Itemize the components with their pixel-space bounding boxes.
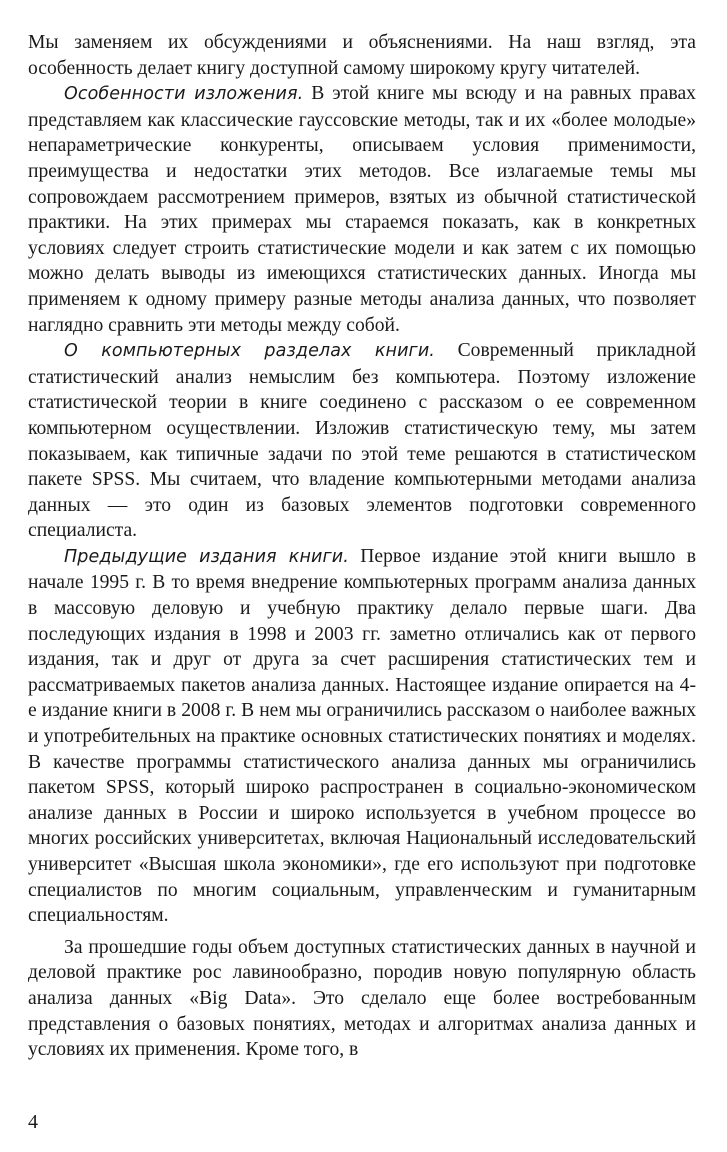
paragraph-text: Современный прикладной статистический анализ немыслим без компьютера. Поэтому изложение статистической теории в книге соединено с рассказом о ее современном компьютерном осуществлении. Изложив статистическую тему, мы затем показываем, как типичные задачи по этой теме решаются в статистическом пакете SPSS. Мы считаем, что владение компьютерными методами анализа данных — это один из базовых элементов подготовки современного специалиста. <box>28 340 696 542</box>
page-number: 4 <box>28 1111 38 1133</box>
paragraph-intro-continuation <box>28 30 696 81</box>
run-in-heading: О компьютерных разделах книги. <box>64 341 435 362</box>
paragraph-text: Первое издание этой книги вышло в начале 1995 г. В то время внедрение компьютерных программ анализа данных в массовую деловую и учебную практику делало первые шаги. Два последующих издания в 1998 и 2003 гг. заметно отличались как от первого издания, так и друг от друга за счет расширения статистических тем и рассматриваемых пакетов анализа данных. Настоящее издание опирается на 4-е издание книги в 2008 г. В нем мы ограничились рассказом о наиболее важных и употребительных на практике основных статистических понятиях и моделях. В качестве программы статистического анализа данных мы ограничились пакетом SPSS, который широко распространен в социально-экономическом анализе данных в России и широко используется в учебном процессе во многих российских университетах, включая Национальный исследовательский университет «Высшая школа экономики», где его используют при подготовке специалистов по многим социальным, управленческим и гуманитарным специальностям. <box>28 545 696 927</box>
paragraph-text: За прошедшие годы объем доступных статистических данных в научной и деловой практике рос лавинообразно, породив новую популярную область анализа данных «Big Data». Это сделало еще более востребованным представления о базовых понятиях, методах и алгоритмах анализа данных и условиях их применения. Кроме того, в <box>28 936 696 1061</box>
paragraph-computer-sections <box>28 338 696 544</box>
page-body <box>28 30 696 1063</box>
paragraph-big-data <box>28 935 696 1063</box>
run-in-heading: Предыдущие издания книги. <box>64 546 349 567</box>
run-in-heading: Особенности изложения. <box>64 84 304 105</box>
paragraph-previous-editions <box>28 544 696 929</box>
paragraph-text: Мы заменяем их обсуждениями и объяснениями. На наш взгляд, эта особенность делает книгу доступной самому широкому кругу читателей. <box>28 32 696 79</box>
paragraph-text: В этой книге мы всюду и на равных правах представляем как классические гауссовские методы, так и их «более молодые» непараметрические конкуренты, описываем условия применимости, преимущества и недостатки этих методов. Все излагаемые темы мы сопровождаем рассмотрением примеров, взятых из обычной статистической практики. На этих примерах мы стараемся показать, как в конкретных условиях следует строить статистические модели и как затем с их помощью можно делать выводы из имеющихся статистических данных. Иногда мы применяем к одному примеру разные методы анализа данных, что позволяет наглядно сравнить эти методы между собой. <box>28 83 696 336</box>
paragraph-presentation-features <box>28 81 696 338</box>
